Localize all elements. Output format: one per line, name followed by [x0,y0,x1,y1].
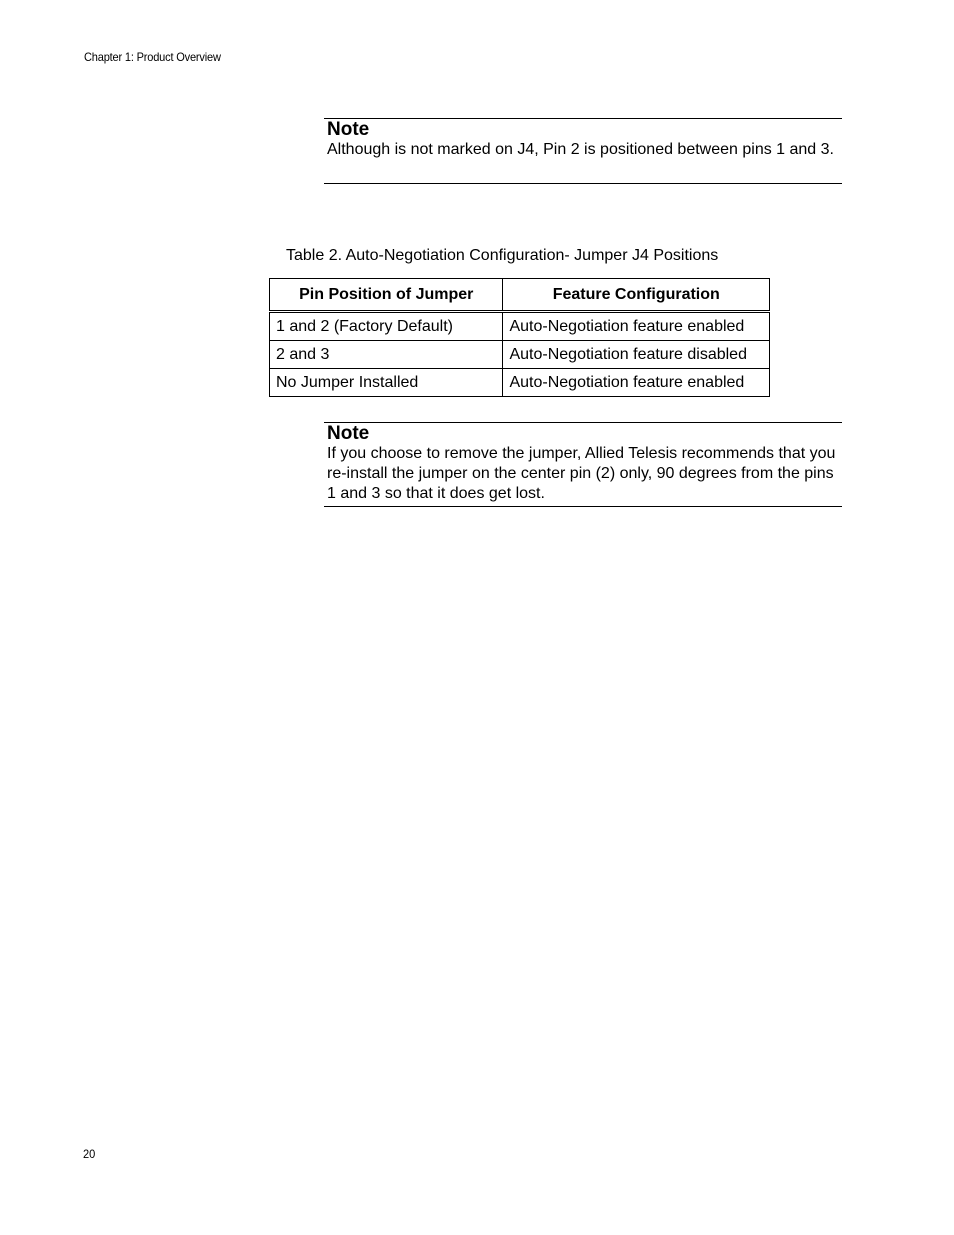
note-box [324,422,842,507]
jumper-configuration-table [269,278,770,397]
note-title: Note [327,119,370,140]
table-row [270,312,770,341]
cell-pin-position: 1 and 2 (Factory Default) [270,312,503,341]
table-header-row [270,279,770,312]
note-title: Note [327,423,370,444]
note-text: Although is not marked on J4, Pin 2 is positioned between pins 1 and 3. [327,141,834,158]
column-header-pin-position: Pin Position of Jumper [270,279,503,312]
page-number: 20 [83,1147,96,1161]
cell-pin-position: 2 and 3 [270,341,503,369]
table-row [270,341,770,369]
note-box [324,118,842,184]
cell-feature-configuration: Auto-Negotiation feature enabled [503,312,770,341]
running-header: Chapter 1: Product Overview [84,50,221,64]
table-row [270,369,770,397]
column-header-feature-configuration: Feature Configuration [503,279,770,312]
table-caption: Table 2. Auto-Negotiation Configuration- Jumper J4 Positions [286,247,719,264]
cell-feature-configuration: Auto-Negotiation feature disabled [503,341,770,369]
note-text: If you choose to remove the jumper, Allied Telesis recommends that you re-install the jumper on the center pin (2) only, 90 degrees from the pins 1 and 3 so that it does get lost. [327,445,836,502]
cell-feature-configuration: Auto-Negotiation feature enabled [503,369,770,397]
cell-pin-position: No Jumper Installed [270,369,503,397]
